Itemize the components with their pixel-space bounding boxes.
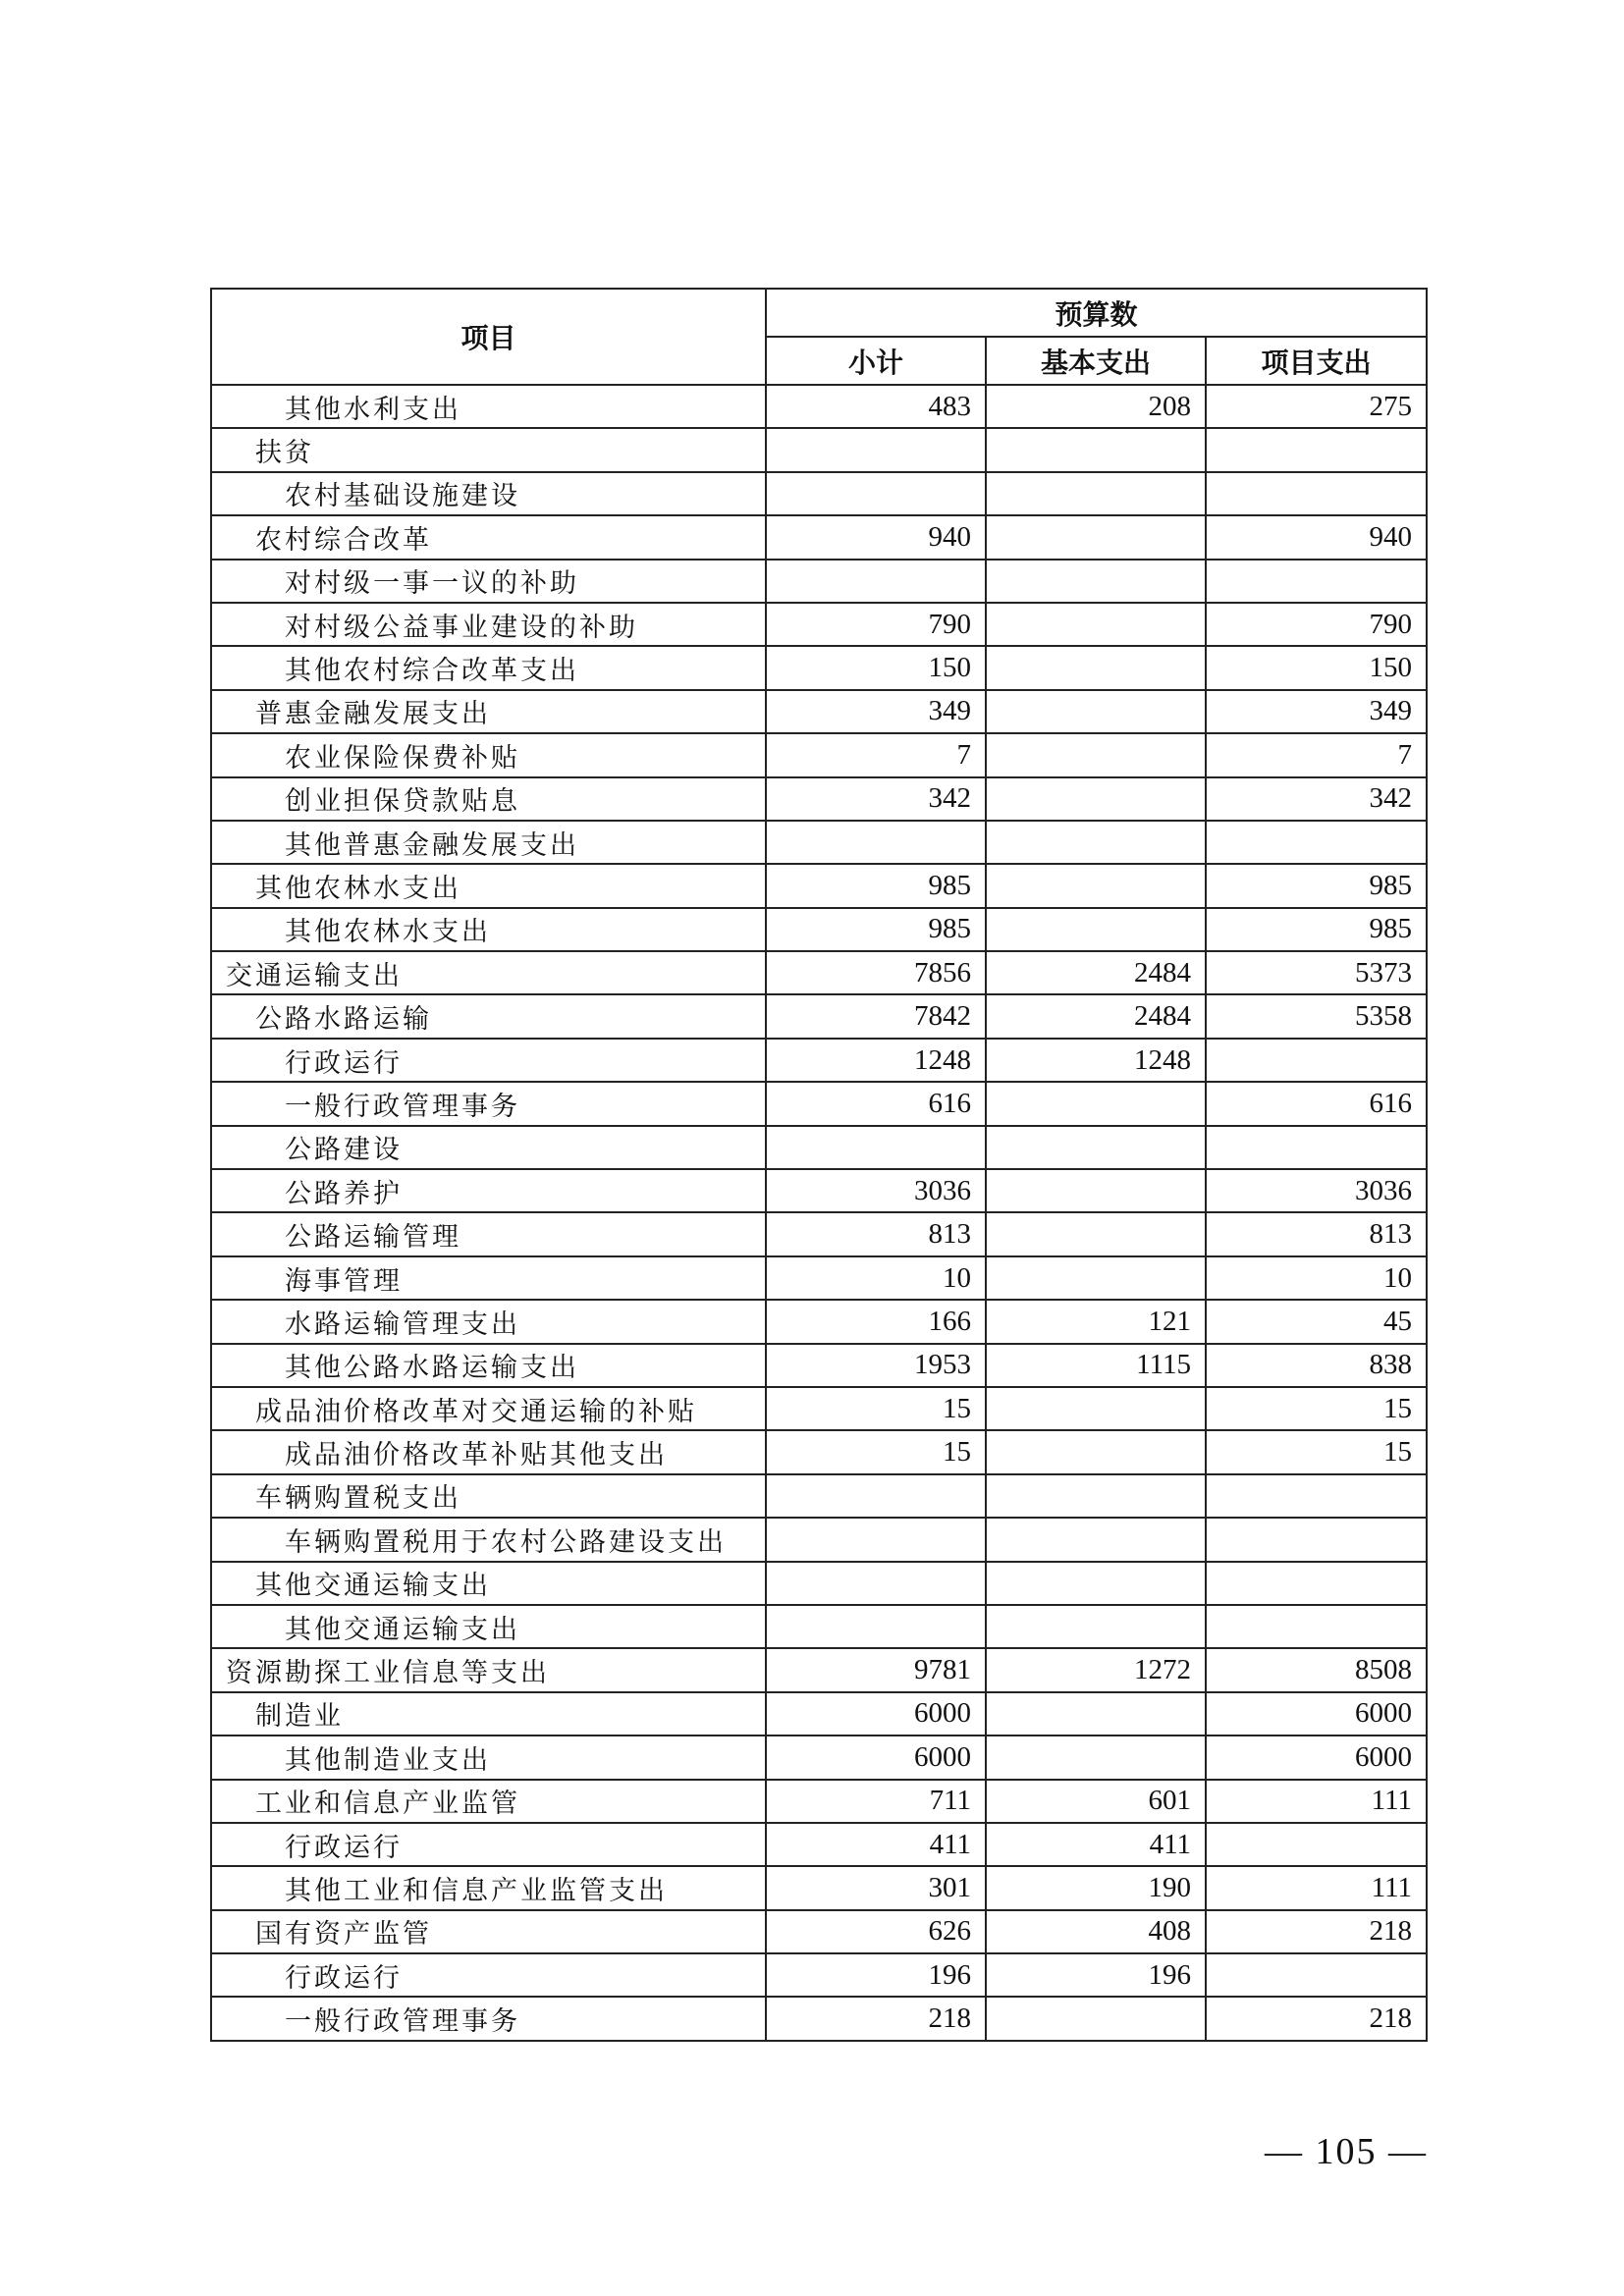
row-item-name: 公路水路运输 xyxy=(211,994,766,1038)
table-header xyxy=(211,289,1427,385)
table-row xyxy=(211,1300,1427,1343)
row-project: 218 xyxy=(1206,1997,1427,2040)
table-row xyxy=(211,560,1427,603)
table-row xyxy=(211,908,1427,951)
row-subtotal: 3036 xyxy=(766,1169,986,1212)
row-item-name: 其他农林水支出 xyxy=(211,908,766,951)
row-basic xyxy=(986,777,1206,821)
header-basic: 基本支出 xyxy=(986,337,1206,385)
table-row xyxy=(211,1562,1427,1605)
table-row xyxy=(211,603,1427,646)
row-subtotal xyxy=(766,821,986,864)
row-subtotal: 6000 xyxy=(766,1735,986,1779)
row-basic xyxy=(986,690,1206,733)
row-subtotal: 411 xyxy=(766,1823,986,1866)
row-project xyxy=(1206,1953,1427,1997)
row-subtotal xyxy=(766,560,986,603)
row-project: 985 xyxy=(1206,864,1427,907)
row-basic xyxy=(986,733,1206,776)
row-basic xyxy=(986,821,1206,864)
row-subtotal: 301 xyxy=(766,1866,986,1909)
row-basic xyxy=(986,1518,1206,1561)
row-item-name: 行政运行 xyxy=(211,1953,766,1997)
row-subtotal: 196 xyxy=(766,1953,986,1997)
row-item-name: 公路建设 xyxy=(211,1126,766,1169)
table-row xyxy=(211,777,1427,821)
row-project: 349 xyxy=(1206,690,1427,733)
row-subtotal: 342 xyxy=(766,777,986,821)
row-item-name: 成品油价格改革补贴其他支出 xyxy=(211,1430,766,1473)
table-row xyxy=(211,646,1427,689)
row-item-name: 车辆购置税用于农村公路建设支出 xyxy=(211,1518,766,1561)
row-item-name: 其他普惠金融发展支出 xyxy=(211,821,766,864)
row-item-name: 普惠金融发展支出 xyxy=(211,690,766,733)
row-project: 813 xyxy=(1206,1212,1427,1255)
row-subtotal: 7856 xyxy=(766,951,986,994)
row-subtotal xyxy=(766,1605,986,1648)
header-subtotal: 小计 xyxy=(766,337,986,385)
table-row xyxy=(211,1126,1427,1169)
row-subtotal: 349 xyxy=(766,690,986,733)
row-basic xyxy=(986,1082,1206,1125)
row-basic: 208 xyxy=(986,385,1206,428)
table-row xyxy=(211,1866,1427,1909)
row-basic xyxy=(986,1692,1206,1735)
row-project: 790 xyxy=(1206,603,1427,646)
budget-table xyxy=(210,288,1428,2042)
row-project xyxy=(1206,821,1427,864)
row-project: 940 xyxy=(1206,515,1427,559)
page-number: — 105 — xyxy=(1265,2131,1428,2172)
row-subtotal: 7 xyxy=(766,733,986,776)
row-basic xyxy=(986,603,1206,646)
row-subtotal: 626 xyxy=(766,1910,986,1953)
row-subtotal xyxy=(766,428,986,471)
row-basic: 190 xyxy=(986,1866,1206,1909)
row-subtotal xyxy=(766,1518,986,1561)
table-row xyxy=(211,1953,1427,1997)
row-basic xyxy=(986,1430,1206,1473)
table-row xyxy=(211,864,1427,907)
row-subtotal: 616 xyxy=(766,1082,986,1125)
row-project xyxy=(1206,1474,1427,1518)
row-subtotal xyxy=(766,1126,986,1169)
row-item-name: 国有资产监管 xyxy=(211,1910,766,1953)
row-item-name: 对村级公益事业建设的补助 xyxy=(211,603,766,646)
row-project: 150 xyxy=(1206,646,1427,689)
row-item-name: 其他农村综合改革支出 xyxy=(211,646,766,689)
row-project: 6000 xyxy=(1206,1735,1427,1779)
table-row xyxy=(211,385,1427,428)
row-project xyxy=(1206,560,1427,603)
row-item-name: 公路养护 xyxy=(211,1169,766,1212)
table-row xyxy=(211,1039,1427,1082)
row-project xyxy=(1206,472,1427,515)
row-item-name: 一般行政管理事务 xyxy=(211,1082,766,1125)
row-basic: 2484 xyxy=(986,994,1206,1038)
row-item-name: 对村级一事一议的补助 xyxy=(211,560,766,603)
table-row xyxy=(211,1430,1427,1473)
row-item-name: 一般行政管理事务 xyxy=(211,1997,766,2040)
row-item-name: 行政运行 xyxy=(211,1039,766,1082)
row-subtotal: 15 xyxy=(766,1387,986,1430)
row-item-name: 成品油价格改革对交通运输的补贴 xyxy=(211,1387,766,1430)
table-row xyxy=(211,1780,1427,1823)
table-row xyxy=(211,1169,1427,1212)
row-basic xyxy=(986,1212,1206,1255)
row-project xyxy=(1206,1562,1427,1605)
table-row xyxy=(211,1474,1427,1518)
row-item-name: 其他公路水路运输支出 xyxy=(211,1344,766,1387)
row-basic xyxy=(986,1256,1206,1300)
row-project xyxy=(1206,1039,1427,1082)
row-project xyxy=(1206,1518,1427,1561)
row-project: 111 xyxy=(1206,1780,1427,1823)
row-subtotal: 150 xyxy=(766,646,986,689)
table-row xyxy=(211,428,1427,471)
row-subtotal: 483 xyxy=(766,385,986,428)
row-item-name: 交通运输支出 xyxy=(211,951,766,994)
row-project: 7 xyxy=(1206,733,1427,776)
row-basic xyxy=(986,1474,1206,1518)
table-row xyxy=(211,515,1427,559)
row-item-name: 创业担保贷款贴息 xyxy=(211,777,766,821)
table-body xyxy=(211,385,1427,2041)
row-basic xyxy=(986,560,1206,603)
row-basic: 121 xyxy=(986,1300,1206,1343)
row-project: 111 xyxy=(1206,1866,1427,1909)
row-subtotal: 6000 xyxy=(766,1692,986,1735)
row-item-name: 农村综合改革 xyxy=(211,515,766,559)
row-basic: 411 xyxy=(986,1823,1206,1866)
row-basic xyxy=(986,1387,1206,1430)
row-item-name: 农村基础设施建设 xyxy=(211,472,766,515)
row-basic: 196 xyxy=(986,1953,1206,1997)
row-project: 8508 xyxy=(1206,1648,1427,1691)
row-item-name: 海事管理 xyxy=(211,1256,766,1300)
table-row xyxy=(211,951,1427,994)
row-item-name: 其他农林水支出 xyxy=(211,864,766,907)
row-basic xyxy=(986,428,1206,471)
table-row xyxy=(211,733,1427,776)
row-basic: 408 xyxy=(986,1910,1206,1953)
row-project: 616 xyxy=(1206,1082,1427,1125)
row-item-name: 其他制造业支出 xyxy=(211,1735,766,1779)
row-item-name: 资源勘探工业信息等支出 xyxy=(211,1648,766,1691)
row-basic: 601 xyxy=(986,1780,1206,1823)
row-item-name: 其他工业和信息产业监管支出 xyxy=(211,1866,766,1909)
row-project: 45 xyxy=(1206,1300,1427,1343)
table-row xyxy=(211,1082,1427,1125)
table-row xyxy=(211,1910,1427,1953)
row-item-name: 制造业 xyxy=(211,1692,766,1735)
row-item-name: 水路运输管理支出 xyxy=(211,1300,766,1343)
row-subtotal: 15 xyxy=(766,1430,986,1473)
row-item-name: 其他水利支出 xyxy=(211,385,766,428)
row-item-name: 车辆购置税支出 xyxy=(211,1474,766,1518)
row-project: 838 xyxy=(1206,1344,1427,1387)
row-basic xyxy=(986,515,1206,559)
table-row xyxy=(211,1256,1427,1300)
row-project: 10 xyxy=(1206,1256,1427,1300)
row-item-name: 扶贫 xyxy=(211,428,766,471)
table-row xyxy=(211,1605,1427,1648)
row-subtotal: 711 xyxy=(766,1780,986,1823)
table-row xyxy=(211,1735,1427,1779)
table-row xyxy=(211,1518,1427,1561)
row-subtotal: 1953 xyxy=(766,1344,986,1387)
row-project: 342 xyxy=(1206,777,1427,821)
row-subtotal: 218 xyxy=(766,1997,986,2040)
row-project: 15 xyxy=(1206,1387,1427,1430)
row-basic xyxy=(986,1605,1206,1648)
row-project xyxy=(1206,428,1427,471)
header-project: 项目支出 xyxy=(1206,337,1427,385)
row-subtotal: 813 xyxy=(766,1212,986,1255)
row-subtotal: 1248 xyxy=(766,1039,986,1082)
row-subtotal xyxy=(766,1474,986,1518)
row-subtotal: 985 xyxy=(766,908,986,951)
row-project xyxy=(1206,1605,1427,1648)
row-project: 6000 xyxy=(1206,1692,1427,1735)
row-subtotal xyxy=(766,472,986,515)
header-budget: 预算数 xyxy=(766,289,1427,337)
table-row xyxy=(211,994,1427,1038)
row-subtotal xyxy=(766,1562,986,1605)
row-item-name: 公路运输管理 xyxy=(211,1212,766,1255)
table-row xyxy=(211,472,1427,515)
row-basic xyxy=(986,864,1206,907)
row-item-name: 工业和信息产业监管 xyxy=(211,1780,766,1823)
row-project: 275 xyxy=(1206,385,1427,428)
row-subtotal: 790 xyxy=(766,603,986,646)
row-basic: 2484 xyxy=(986,951,1206,994)
row-item-name: 农业保险保费补贴 xyxy=(211,733,766,776)
table-row xyxy=(211,1692,1427,1735)
row-project xyxy=(1206,1823,1427,1866)
table-row xyxy=(211,1344,1427,1387)
row-subtotal: 940 xyxy=(766,515,986,559)
row-basic xyxy=(986,908,1206,951)
row-item-name: 行政运行 xyxy=(211,1823,766,1866)
table-row xyxy=(211,690,1427,733)
row-basic: 1115 xyxy=(986,1344,1206,1387)
row-project: 985 xyxy=(1206,908,1427,951)
table-row xyxy=(211,1212,1427,1255)
row-project: 3036 xyxy=(1206,1169,1427,1212)
row-item-name: 其他交通运输支出 xyxy=(211,1562,766,1605)
row-subtotal: 166 xyxy=(766,1300,986,1343)
table-row xyxy=(211,1823,1427,1866)
table-row xyxy=(211,1648,1427,1691)
row-basic xyxy=(986,472,1206,515)
row-project: 5358 xyxy=(1206,994,1427,1038)
row-subtotal: 985 xyxy=(766,864,986,907)
row-basic xyxy=(986,1562,1206,1605)
row-project: 218 xyxy=(1206,1910,1427,1953)
row-basic xyxy=(986,1735,1206,1779)
header-item: 项目 xyxy=(211,289,766,385)
row-subtotal: 10 xyxy=(766,1256,986,1300)
row-item-name: 其他交通运输支出 xyxy=(211,1605,766,1648)
table-row xyxy=(211,821,1427,864)
row-basic xyxy=(986,1169,1206,1212)
row-project: 5373 xyxy=(1206,951,1427,994)
table-row xyxy=(211,1997,1427,2040)
row-basic xyxy=(986,646,1206,689)
table-row xyxy=(211,1387,1427,1430)
row-project xyxy=(1206,1126,1427,1169)
row-project: 15 xyxy=(1206,1430,1427,1473)
row-basic xyxy=(986,1997,1206,2040)
row-basic: 1248 xyxy=(986,1039,1206,1082)
row-subtotal: 9781 xyxy=(766,1648,986,1691)
row-basic xyxy=(986,1126,1206,1169)
row-basic: 1272 xyxy=(986,1648,1206,1691)
row-subtotal: 7842 xyxy=(766,994,986,1038)
